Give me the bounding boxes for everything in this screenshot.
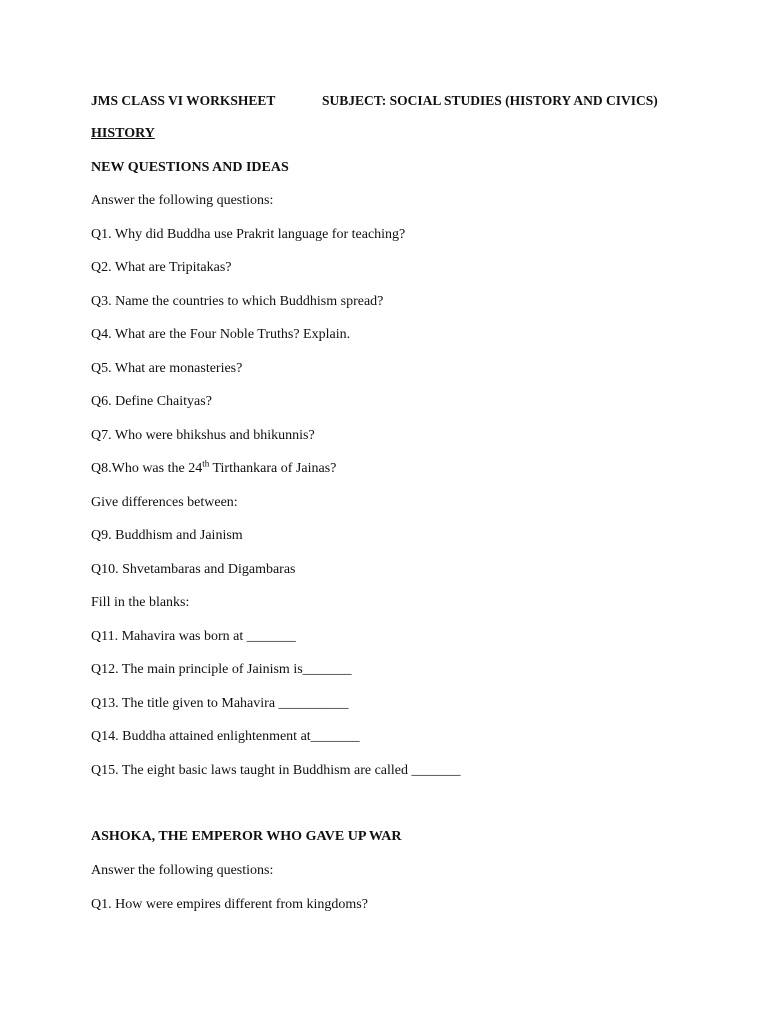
section-title-ashoka: ASHOKA, THE EMPEROR WHO GAVE UP WAR [91, 829, 402, 844]
question-5: Q5. What are monasteries? [91, 361, 243, 376]
question-8-start: Q8.Who was the 24 [91, 461, 203, 476]
question-11: Q11. Mahavira was born at _______ [91, 629, 296, 644]
class-worksheet-title: JMS CLASS VI WORKSHEET [91, 93, 276, 108]
question-14: Q14. Buddha attained enlightenment at_______ [91, 729, 360, 744]
question-13: Q13. The title given to Mahavira __________ [91, 696, 349, 711]
history-heading: HISTORY [91, 126, 155, 141]
question-10: Q10. Shvetambaras and Digambaras [91, 562, 296, 577]
question-6: Q6. Define Chaityas? [91, 394, 212, 409]
question-8-ordinal-suffix: th [202, 458, 210, 469]
question-2: Q2. What are Tripitakas? [91, 260, 232, 275]
question-4: Q4. What are the Four Noble Truths? Explain. [91, 327, 351, 342]
question-3: Q3. Name the countries to which Buddhism spread? [91, 294, 384, 309]
question-7: Q7. Who were bhikshus and bhikunnis? [91, 428, 315, 443]
subject-title: SUBJECT: SOCIAL STUDIES (HISTORY AND CIVICS) [322, 93, 658, 108]
section-title-new-questions: NEW QUESTIONS AND IDEAS [91, 160, 289, 175]
question-1: Q1. Why did Buddha use Prakrit language for teaching? [91, 227, 406, 242]
question-9: Q9. Buddhism and Jainism [91, 528, 243, 543]
worksheet-header [91, 93, 711, 109]
answer-instruction: Answer the following questions: [91, 193, 274, 208]
question-12: Q12. The main principle of Jainism is_______ [91, 662, 352, 677]
answer-instruction-ashoka: Answer the following questions: [91, 863, 274, 878]
question-8-end: Tirthankara of Jainas? [209, 461, 337, 476]
question-8 [91, 460, 336, 478]
ashoka-question-1: Q1. How were empires different from kingdoms? [91, 897, 368, 912]
question-15: Q15. The eight basic laws taught in Buddhism are called _______ [91, 763, 461, 778]
differences-instruction: Give differences between: [91, 495, 238, 510]
fill-blanks-instruction: Fill in the blanks: [91, 595, 190, 610]
